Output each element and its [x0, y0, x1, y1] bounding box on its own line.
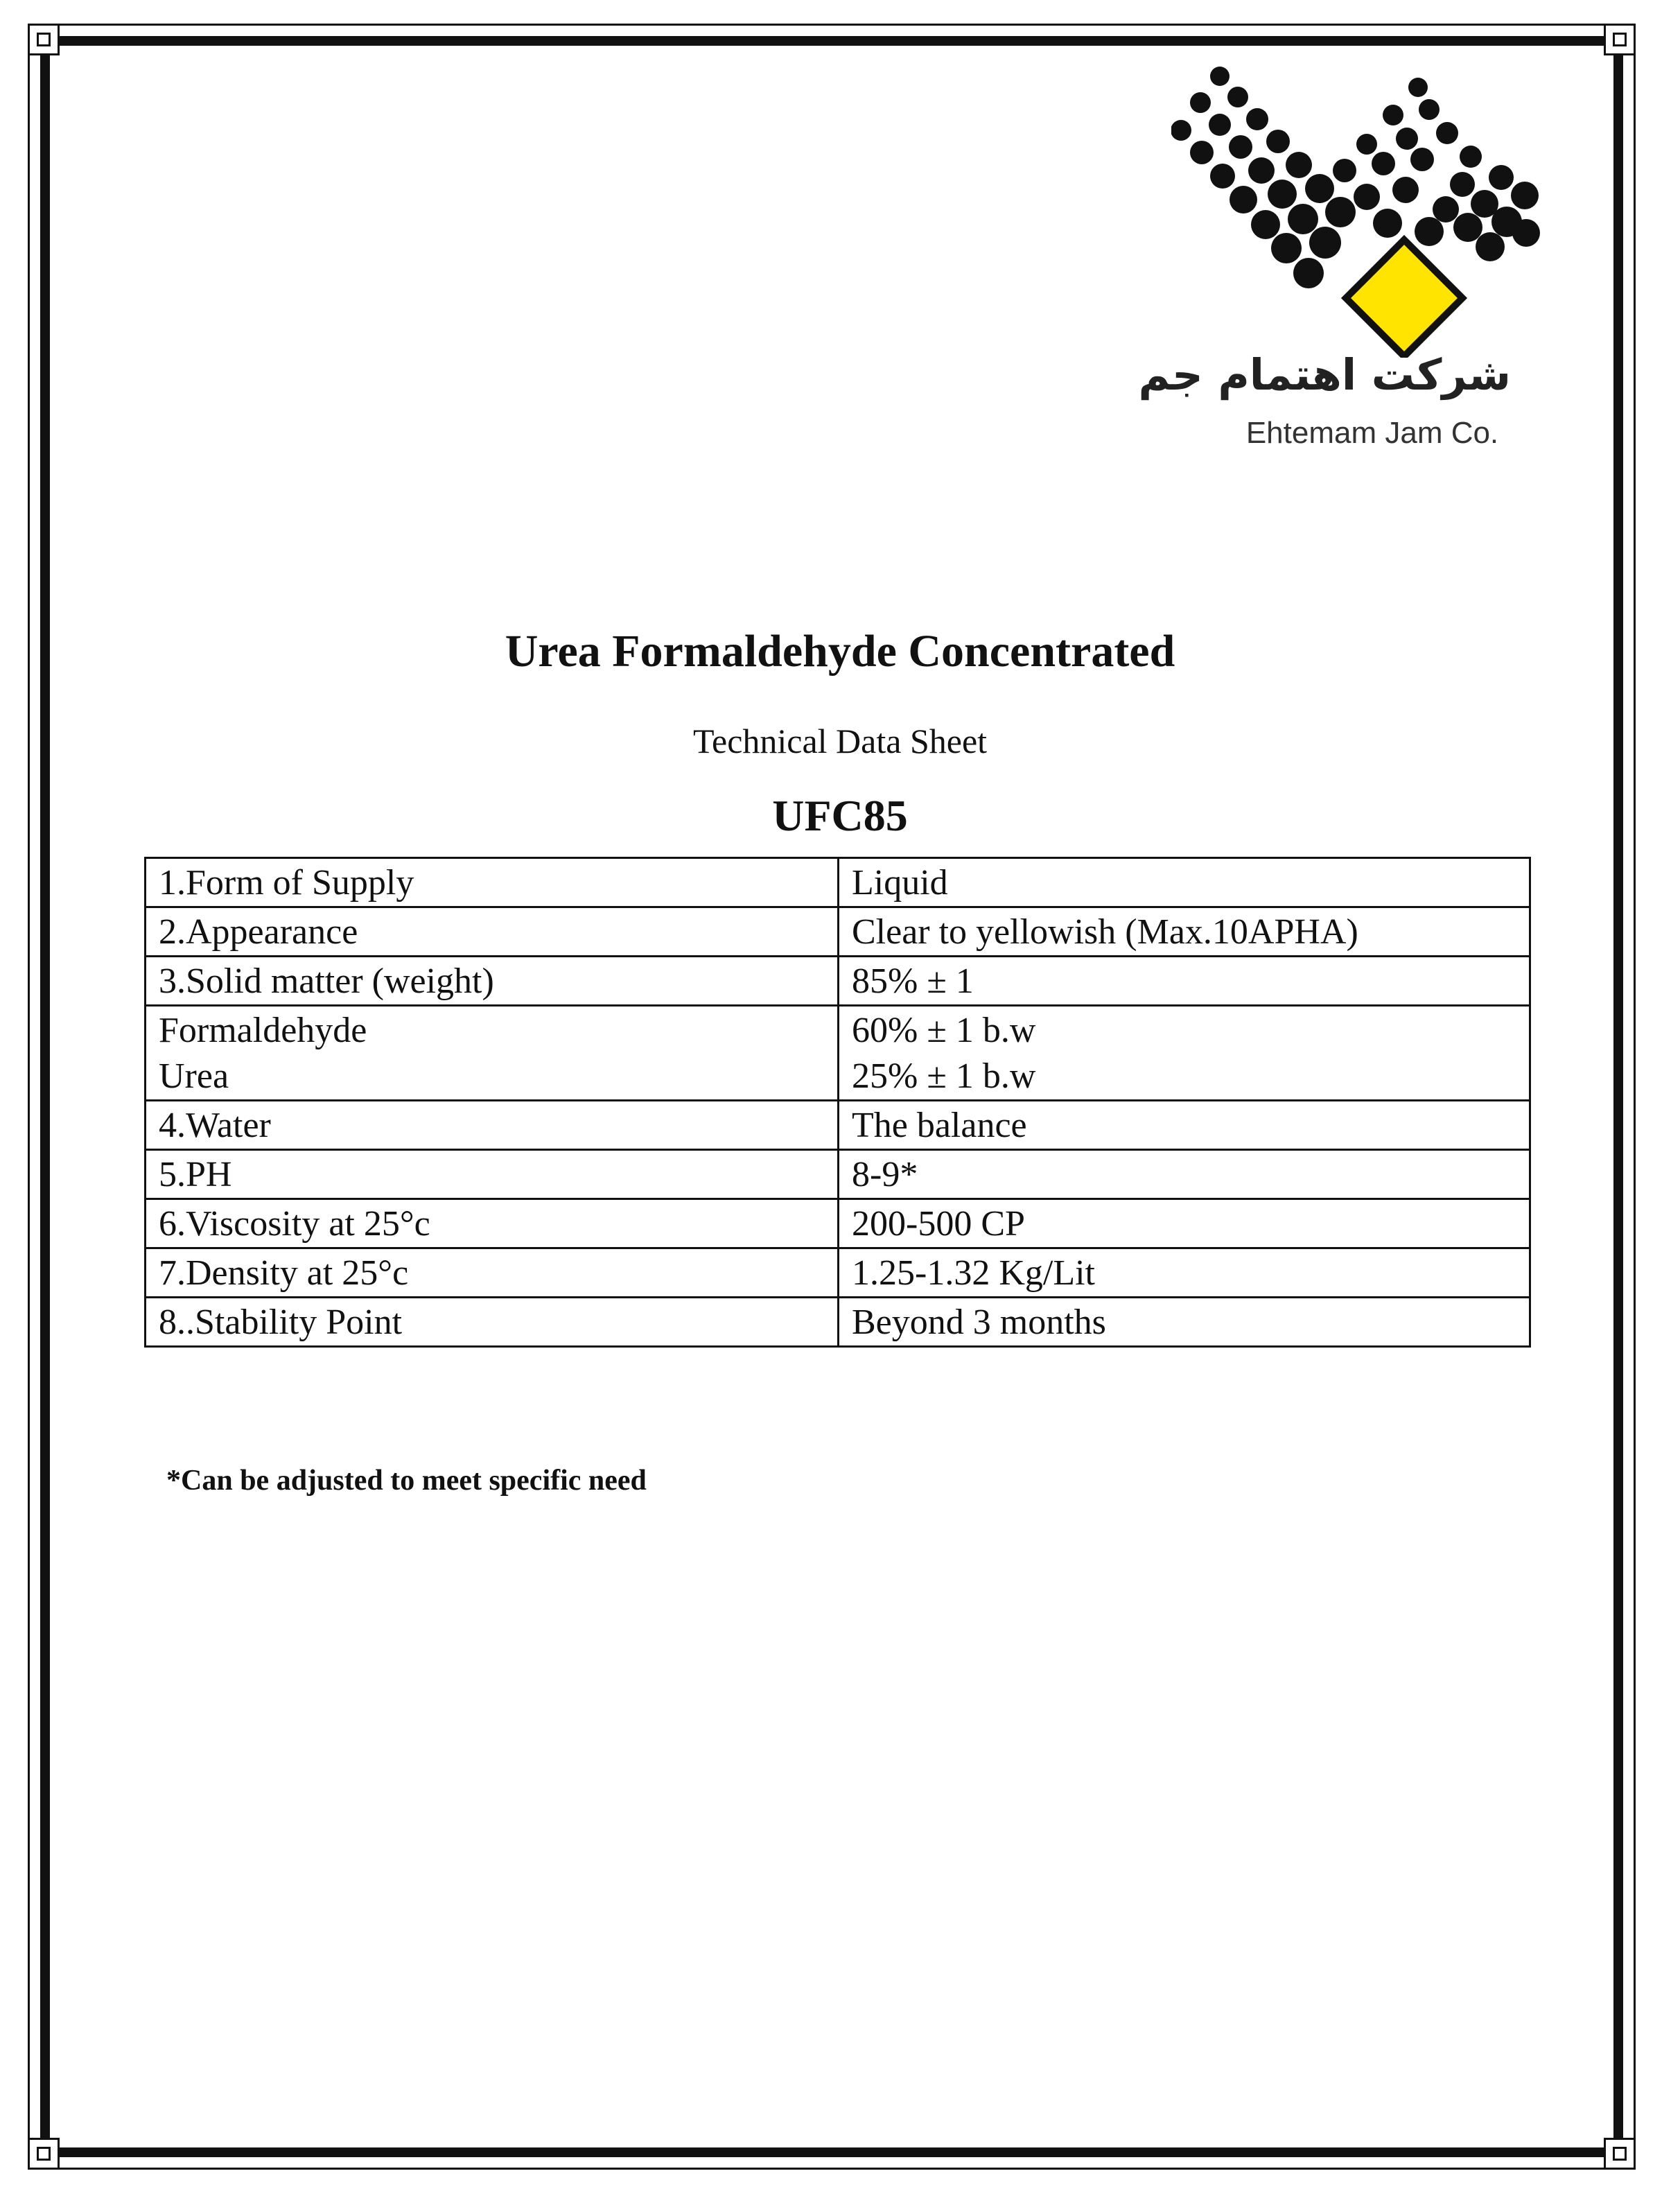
logo-dot	[1229, 135, 1252, 159]
corner-ornament-bottom-left	[28, 2138, 60, 2170]
logo-dot	[1171, 120, 1191, 141]
logo-dot	[1268, 180, 1297, 209]
spec-value: 60% ± 1 b.w	[852, 1011, 1036, 1050]
logo-dot	[1373, 209, 1402, 238]
logo-dot	[1410, 148, 1434, 171]
logo-dot	[1190, 92, 1211, 113]
spec-value: The balance	[839, 1101, 1530, 1150]
logo-dot	[1354, 184, 1380, 210]
document-title: Urea Formaldehyde Concentrated	[505, 626, 1175, 677]
logo-dot	[1230, 186, 1257, 214]
logo-dot	[1433, 196, 1459, 223]
specification-table	[144, 857, 1531, 1348]
logo-dot	[1383, 105, 1403, 125]
spec-label-group	[146, 1006, 839, 1101]
company-name-farsi: شرکت اهتمام جم	[1138, 349, 1511, 400]
logo-dot	[1190, 141, 1214, 164]
footnote: *Can be adjusted to meet specific need	[166, 1465, 647, 1497]
logo-dot	[1325, 197, 1356, 227]
table-row	[146, 1248, 1530, 1298]
logo-dot	[1210, 67, 1230, 86]
logo-dot	[1248, 157, 1275, 184]
logo-dot	[1460, 146, 1482, 168]
spec-value: 1.25-1.32 Kg/Lit	[839, 1248, 1530, 1298]
logo-dot	[1246, 108, 1268, 130]
spec-value: 8-9*	[839, 1150, 1530, 1199]
logo-dot	[1392, 177, 1419, 203]
logo-dot	[1210, 164, 1235, 189]
logo-dot	[1266, 130, 1290, 153]
logo-dot	[1512, 219, 1540, 247]
logo-dot	[1396, 128, 1418, 150]
spec-value-group	[839, 1006, 1530, 1101]
logo-dot	[1333, 159, 1356, 182]
spec-value: Beyond 3 months	[839, 1298, 1530, 1347]
logo-dot	[1309, 227, 1341, 259]
logo-dot	[1227, 87, 1248, 107]
corner-ornament-top-right	[1604, 24, 1636, 55]
product-code: UFC85	[772, 791, 908, 840]
logo-dot	[1356, 134, 1377, 155]
logo-dot	[1408, 78, 1428, 97]
table-row	[146, 1150, 1530, 1199]
table-row	[146, 1006, 1530, 1101]
logo-dot	[1209, 114, 1231, 136]
spec-label: 1.Form of Supply	[146, 858, 839, 907]
spec-label: 5.PH	[146, 1150, 839, 1199]
logo-dot	[1419, 99, 1440, 120]
table-row	[146, 1199, 1530, 1248]
table-row	[146, 858, 1530, 907]
logo-dot	[1453, 213, 1482, 242]
corner-ornament-top-left	[28, 24, 60, 55]
logo-dot	[1251, 210, 1280, 239]
logo-dot	[1476, 232, 1505, 261]
logo-dot	[1372, 152, 1395, 175]
logo-dot	[1286, 152, 1312, 178]
spec-label: Formaldehyde	[159, 1011, 367, 1050]
logo-dot	[1271, 233, 1302, 263]
spec-value: 200-500 CP	[839, 1199, 1530, 1248]
spec-value: Clear to yellowish (Max.10APHA)	[839, 907, 1530, 957]
logo-dot	[1450, 172, 1475, 197]
company-logo	[1171, 67, 1601, 358]
table-row	[146, 1298, 1530, 1347]
spec-label: 4.Water	[146, 1101, 839, 1150]
spec-label: 7.Density at 25°c	[146, 1248, 839, 1298]
logo-dot	[1293, 258, 1324, 288]
logo-dot	[1415, 217, 1444, 246]
document-subtitle: Technical Data Sheet	[692, 722, 988, 760]
logo-dot	[1511, 182, 1539, 209]
spec-label: 6.Viscosity at 25°c	[146, 1199, 839, 1248]
logo-dot	[1436, 122, 1458, 144]
spec-value: 85% ± 1	[839, 957, 1530, 1006]
table-row	[146, 1101, 1530, 1150]
logo-diamond	[1346, 240, 1462, 356]
spec-label: Urea	[159, 1056, 229, 1096]
spec-label: 3.Solid matter (weight)	[146, 957, 839, 1006]
logo-dot	[1305, 174, 1334, 203]
table-row	[146, 907, 1530, 957]
logo-dot	[1489, 165, 1514, 190]
logo-dot	[1288, 204, 1318, 234]
spec-label: 8..Stability Point	[146, 1298, 839, 1347]
company-name-english: Ehtemam Jam Co.	[1245, 416, 1499, 450]
logo-dot-pattern	[1171, 67, 1540, 288]
table-row	[146, 957, 1530, 1006]
spec-value: Liquid	[839, 858, 1530, 907]
spec-label: 2.Appearance	[146, 907, 839, 957]
corner-ornament-bottom-right	[1604, 2138, 1636, 2170]
spec-value: 25% ± 1 b.w	[852, 1056, 1036, 1096]
